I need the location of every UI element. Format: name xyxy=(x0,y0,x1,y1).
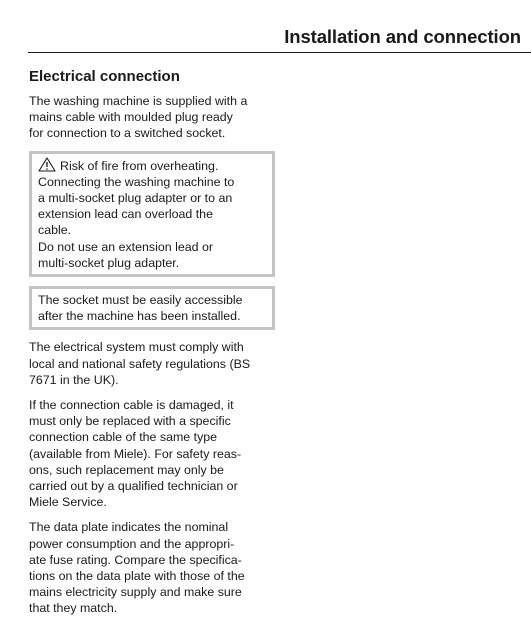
dataplate-paragraph xyxy=(29,519,275,616)
text-line: Miele Service. xyxy=(29,495,107,510)
text-line: (available from Miele). For safety reas- xyxy=(29,446,242,461)
warning-triangle-icon xyxy=(38,157,56,172)
text-line: that they match. xyxy=(29,601,118,616)
note-box xyxy=(29,286,275,330)
page-header-title: Installation and connection xyxy=(284,26,521,47)
section-heading: Electrical connection xyxy=(29,68,180,85)
text-line: If the connection cable is damaged, it xyxy=(29,398,234,413)
intro-paragraph xyxy=(29,93,275,142)
text-line: local and national safety regulations (BS xyxy=(29,356,251,371)
content-column xyxy=(29,67,275,626)
text-line: must only be replaced with a specific xyxy=(29,414,231,429)
text-line: tions on the data plate with those of the xyxy=(29,569,245,584)
warning-title: Risk of fire from overheating. xyxy=(60,158,219,173)
text-line: The electrical system must comply with xyxy=(29,340,244,355)
text-line: carried out by a qualified technician or xyxy=(29,479,238,494)
text-line: after the machine has been installed. xyxy=(38,309,241,324)
warning-title-line xyxy=(38,157,267,174)
text-line: cable. xyxy=(38,223,72,238)
header-rule xyxy=(28,52,531,53)
text-line: a multi-socket plug adapter or to an xyxy=(38,191,233,206)
text-line: mains cable with moulded plug ready xyxy=(29,110,233,125)
text-line: Connecting the washing machine to xyxy=(38,174,235,189)
text-line: for connection to a switched socket. xyxy=(29,126,226,141)
warning-box xyxy=(29,151,275,277)
text-line: connection cable of the same type xyxy=(29,430,218,445)
cable-paragraph xyxy=(29,397,275,510)
text-line: The data plate indicates the nominal xyxy=(29,520,229,535)
text-line: The washing machine is supplied with a xyxy=(29,94,248,108)
text-line: extension lead can overload the xyxy=(38,207,213,222)
text-line: power consumption and the appropri- xyxy=(29,536,235,551)
text-line: ate fuse rating. Compare the specifica- xyxy=(29,552,242,567)
text-line: The socket must be easily accessible xyxy=(38,293,243,308)
text-line: multi-socket plug adapter. xyxy=(38,255,180,270)
text-line: Do not use an extension lead or xyxy=(38,239,213,254)
text-line: mains electricity supply and make sure xyxy=(29,585,242,600)
text-line: 7671 in the UK). xyxy=(29,372,119,387)
text-line: ons, such replacement may only be xyxy=(29,462,224,477)
regulations-paragraph xyxy=(29,339,275,388)
